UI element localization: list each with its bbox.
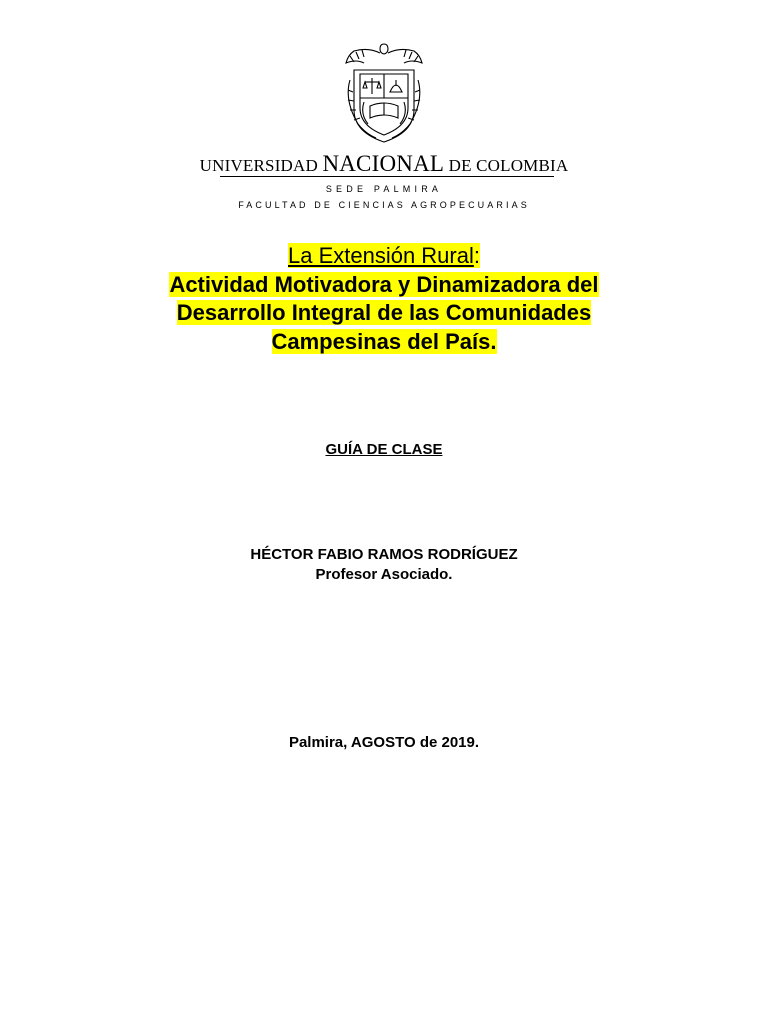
university-name-rule (220, 176, 554, 177)
sede-label: SEDE PALMIRA (325, 184, 443, 194)
title-line-2: Actividad Motivadora y Dinamizadora del (169, 271, 599, 297)
document-title (0, 242, 768, 356)
author-block (0, 545, 768, 585)
title-line-4: Campesinas del País. (271, 328, 497, 354)
university-name (0, 151, 768, 177)
author-role: Profesor Asociado. (315, 566, 453, 583)
university-name-part3: DE COLOMBIA (444, 156, 569, 175)
title-line-3: Desarrollo Integral de las Comunidades (176, 300, 592, 325)
title-colon: : (473, 243, 480, 268)
author-name: HÉCTOR FABIO RAMOS RODRÍGUEZ (250, 546, 518, 563)
university-name-part2: NACIONAL (322, 151, 445, 176)
title-line-1 (288, 243, 480, 268)
title-underlined-text: La Extensión Rural (287, 243, 474, 268)
document-date: Palmira, AGOSTO de 2019. (288, 734, 480, 751)
university-crest-icon (340, 40, 428, 148)
facultad-label: FACULTAD DE CIENCIAS AGROPECUARIAS (238, 200, 530, 210)
guide-label: GUÍA DE CLASE (325, 441, 443, 458)
university-name-part1: UNIVERSIDAD (199, 156, 323, 175)
